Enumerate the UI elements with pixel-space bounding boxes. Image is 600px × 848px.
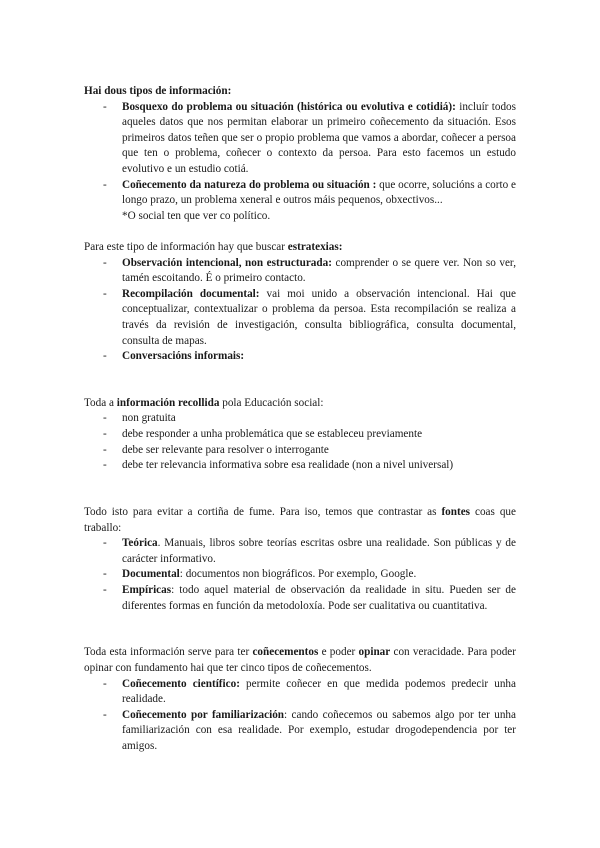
list-item: - Observación intencional, non estructurada: comprender o se quere ver. Non so ver, tamén escoitando. É o primeiro contacto.	[84, 256, 516, 287]
list-item: - Empíricas: todo aquel material de observación da realidade in situ. Pueden ser de diferentes formas en función da metodoloxía. Pode ser cualitativa ou cuantitativa.	[84, 583, 516, 614]
strategies-list	[84, 256, 516, 365]
list-item: - Documental: documentos non biográficos. Por exemplo, Google.	[84, 567, 516, 583]
list-item: - Coñecemento da natureza do problema ou situación : que ocorre, solucións a corto e longo prazo, un problema xeneral e outros máis pequenos, obxectivos... *O social ten que ver co político.	[84, 178, 516, 225]
document-page	[84, 84, 516, 755]
list-item: - Teórica. Manuais, libros sobre teorías escritas osbre una realidade. Son públicas y de carácter informativo.	[84, 536, 516, 567]
list-item: - debe ter relevancia informativa sobre esa realidade (non a nivel universal)	[84, 458, 516, 474]
info-criteria-list	[84, 411, 516, 473]
list-item: - Coñecemento por familiarización: cando coñecemos ou sabemos algo por ter unha familiarización con esa realidade. Por exemplo, estudar drogodependencia por ter amigos.	[84, 708, 516, 755]
list-item: - Recompilación documental: vai moi unido a observación intencional. Hai que conceptualizar, contextualizar o problema da persoa. Esta recompilación se realiza a través da revisión de investigación, consulta bibliográfica, consulta documental, consulta de mapas.	[84, 287, 516, 349]
paragraph: Para este tipo de información hay que buscar estratexias:	[84, 240, 343, 253]
list-item: - debe responder a unha problemática que se estableceu previamente	[84, 427, 516, 443]
info-types-list	[84, 100, 516, 225]
list-item: - non gratuita	[84, 411, 516, 427]
note-text: *O social ten que ver co político.	[122, 209, 271, 222]
paragraph: Toda esta información serve para ter coñecementos e poder opinar con veracidade. Para poder opinar con fundamento hai que ter cinco tipos de coñecementos.	[84, 646, 516, 674]
section-heading: Hai dous tipos de información:	[84, 85, 232, 97]
list-item: - Coñecemento científico: permite coñecer en que medida podemos predecir unha realidade.	[84, 677, 516, 708]
list-item: - Conversacións informais:	[84, 349, 516, 365]
list-item: - debe ser relevante para resolver o interrogante	[84, 443, 516, 459]
paragraph: Toda a información recollida pola Educación social:	[84, 396, 324, 409]
paragraph: Todo isto para evitar a cortiña de fume. Para iso, temos que contrastar as fontes coas que traballo:	[84, 506, 516, 534]
list-item: - Bosquexo do problema ou situación (histórica ou evolutiva e cotidiá): incluír todos aqueles datos que nos permitan elaborar un primeiro coñecemento da situación. Esos primeiros datos teñen que ser o propio problema que vamos a abordar, coñecer a persoa que ten o problema, coñecer o contexto da persoa. Para esto facemos un estudo evolutivo e un estudio cotiá.	[84, 100, 516, 178]
sources-list	[84, 536, 516, 614]
knowledge-types-list	[84, 677, 516, 755]
